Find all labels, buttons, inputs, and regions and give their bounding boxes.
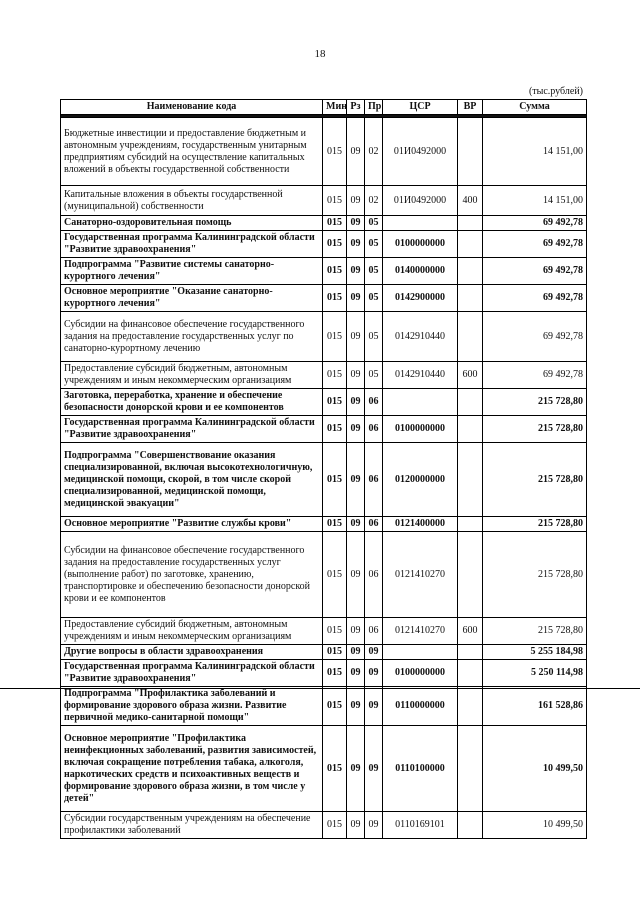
- row-sum: 10 499,50: [483, 726, 587, 812]
- header-pr: Пр: [365, 100, 383, 115]
- row-name: Государственная программа Калининградской области "Развитие здравоохранения": [61, 660, 323, 687]
- row-pr: 06: [365, 416, 383, 443]
- row-rz: 09: [347, 258, 365, 285]
- table-row: [61, 660, 587, 687]
- row-name: Основное мероприятие "Профилактика неинфекционных заболеваний, развития зависимостей, включая сокращение потребления табака, алкоголя, наркотических средств и психоактивных веществ и формирование здорового образа жизни, в том числе у детей": [61, 726, 323, 812]
- row-rz: 09: [347, 312, 365, 362]
- row-min: 015: [323, 443, 347, 517]
- header-min: Мин: [323, 100, 347, 115]
- row-csr: 0121410270: [383, 618, 458, 645]
- row-pr: 02: [365, 186, 383, 216]
- row-sum: 69 492,78: [483, 312, 587, 362]
- row-sum: 215 728,80: [483, 389, 587, 416]
- row-csr: 0121410270: [383, 532, 458, 618]
- row-name: Капитальные вложения в объекты государственной (муниципальной) собственности: [61, 186, 323, 216]
- row-pr: 06: [365, 443, 383, 517]
- table-row: [61, 186, 587, 216]
- table-row: [61, 517, 587, 532]
- row-rz: 09: [347, 216, 365, 231]
- row-min: 015: [323, 118, 347, 186]
- row-csr: 0110100000: [383, 726, 458, 812]
- table-row: [61, 645, 587, 660]
- row-pr: 06: [365, 389, 383, 416]
- row-sum: 69 492,78: [483, 362, 587, 389]
- row-csr: 0100000000: [383, 416, 458, 443]
- header-vr: ВР: [458, 100, 483, 115]
- row-pr: 09: [365, 726, 383, 812]
- row-min: 015: [323, 285, 347, 312]
- row-sum: 69 492,78: [483, 285, 587, 312]
- row-min: 015: [323, 726, 347, 812]
- row-csr: 0100000000: [383, 660, 458, 687]
- row-pr: 06: [365, 618, 383, 645]
- row-name: Подпрограмма "Профилактика заболеваний и формирование здорового образа жизни. Развитие первичной медико-санитарной помощи": [61, 687, 323, 726]
- row-vr: [458, 216, 483, 231]
- row-vr: [458, 312, 483, 362]
- row-name: Субсидии на финансовое обеспечение государственного задания на предоставление государственных услуг (выполнение работ) по заготовке, хранению, транспортировке и обеспечению безопасности донорской крови и ее компонентов: [61, 532, 323, 618]
- row-csr: 0142910440: [383, 312, 458, 362]
- row-sum: 215 728,80: [483, 517, 587, 532]
- row-pr: 02: [365, 118, 383, 186]
- row-rz: 09: [347, 645, 365, 660]
- row-min: 015: [323, 362, 347, 389]
- row-vr: [458, 517, 483, 532]
- table-row: [61, 812, 587, 839]
- row-pr: 06: [365, 532, 383, 618]
- header-rz: Рз: [347, 100, 365, 115]
- row-vr: [458, 118, 483, 186]
- row-vr: [458, 532, 483, 618]
- row-sum: 161 528,86: [483, 687, 587, 726]
- row-name: Основное мероприятие "Оказание санаторно-курортного лечения": [61, 285, 323, 312]
- table-row: [61, 258, 587, 285]
- row-vr: [458, 389, 483, 416]
- row-vr: [458, 660, 483, 687]
- row-pr: 09: [365, 645, 383, 660]
- row-rz: 09: [347, 186, 365, 216]
- row-vr: [458, 687, 483, 726]
- row-name: Подпрограмма "Развитие системы санаторно-курортного лечения": [61, 258, 323, 285]
- header-csr: ЦСР: [383, 100, 458, 115]
- table-row: [61, 216, 587, 231]
- row-rz: 09: [347, 618, 365, 645]
- row-rz: 09: [347, 687, 365, 726]
- row-rz: 09: [347, 532, 365, 618]
- row-min: 015: [323, 416, 347, 443]
- row-csr: [383, 645, 458, 660]
- table-row: [61, 618, 587, 645]
- row-pr: 05: [365, 312, 383, 362]
- table-header-row: [61, 100, 587, 115]
- row-rz: 09: [347, 812, 365, 839]
- table-row: [61, 389, 587, 416]
- row-vr: [458, 258, 483, 285]
- row-rz: 09: [347, 517, 365, 532]
- row-min: 015: [323, 645, 347, 660]
- table-body: [61, 118, 587, 839]
- table-row: [61, 231, 587, 258]
- row-min: 015: [323, 532, 347, 618]
- row-rz: 09: [347, 726, 365, 812]
- row-vr: 600: [458, 618, 483, 645]
- table-row: [61, 726, 587, 812]
- row-sum: 215 728,80: [483, 416, 587, 443]
- row-name: Подпрограмма "Совершенствование оказания специализированной, включая высокотехнологичную, медицинской помощи, скорой, в том числе скорой специализированной, медицинской помощи, медицинской эвакуации": [61, 443, 323, 517]
- row-sum: 10 499,50: [483, 812, 587, 839]
- table-row: [61, 443, 587, 517]
- row-csr: 0100000000: [383, 231, 458, 258]
- row-rz: 09: [347, 231, 365, 258]
- row-csr: 0110169101: [383, 812, 458, 839]
- row-csr: 0140000000: [383, 258, 458, 285]
- row-sum: 5 250 114,98: [483, 660, 587, 687]
- row-name: Государственная программа Калининградской области "Развитие здравоохранения": [61, 416, 323, 443]
- row-vr: [458, 645, 483, 660]
- row-name: Субсидии государственным учреждениям на обеспечение профилактики заболеваний: [61, 812, 323, 839]
- page-number: 18: [314, 48, 326, 60]
- row-sum: 69 492,78: [483, 258, 587, 285]
- table-row: [61, 312, 587, 362]
- row-min: 015: [323, 186, 347, 216]
- row-csr: 0110000000: [383, 687, 458, 726]
- row-csr: 01И0492000: [383, 186, 458, 216]
- row-sum: 5 255 184,98: [483, 645, 587, 660]
- row-rz: 09: [347, 389, 365, 416]
- units-note: (тыс.рублей): [528, 86, 583, 97]
- row-name: Предоставление субсидий бюджетным, автономным учреждениям и иным некоммерческим организациям: [61, 618, 323, 645]
- row-min: 015: [323, 216, 347, 231]
- table-row: [61, 285, 587, 312]
- row-min: 015: [323, 312, 347, 362]
- row-min: 015: [323, 812, 347, 839]
- table-row: [61, 532, 587, 618]
- row-pr: 09: [365, 812, 383, 839]
- table-row: [61, 416, 587, 443]
- row-name: Предоставление субсидий бюджетным, автономным учреждениям и иным некоммерческим организациям: [61, 362, 323, 389]
- row-vr: [458, 443, 483, 517]
- row-sum: 69 492,78: [483, 231, 587, 258]
- row-vr: [458, 231, 483, 258]
- row-csr: 0142910440: [383, 362, 458, 389]
- row-min: 015: [323, 618, 347, 645]
- header-name: Наименование кода: [61, 100, 323, 115]
- row-min: 015: [323, 687, 347, 726]
- row-name: Другие вопросы в области здравоохранения: [61, 645, 323, 660]
- row-sum: 14 151,00: [483, 186, 587, 216]
- row-vr: [458, 812, 483, 839]
- row-rz: 09: [347, 118, 365, 186]
- row-name: Заготовка, переработка, хранение и обеспечение безопасности донорской крови и ее компонентов: [61, 389, 323, 416]
- row-vr: [458, 416, 483, 443]
- row-rz: 09: [347, 660, 365, 687]
- row-sum: 14 151,00: [483, 118, 587, 186]
- table-row: [61, 687, 587, 726]
- row-vr: [458, 726, 483, 812]
- row-sum: 215 728,80: [483, 618, 587, 645]
- row-pr: 05: [365, 362, 383, 389]
- row-vr: 400: [458, 186, 483, 216]
- table-row: [61, 362, 587, 389]
- row-rz: 09: [347, 443, 365, 517]
- row-csr: 0142900000: [383, 285, 458, 312]
- row-rz: 09: [347, 285, 365, 312]
- row-pr: 05: [365, 216, 383, 231]
- row-pr: 05: [365, 285, 383, 312]
- row-pr: 06: [365, 517, 383, 532]
- row-pr: 09: [365, 687, 383, 726]
- row-name: Основное мероприятие "Развитие службы крови": [61, 517, 323, 532]
- table-row: [61, 118, 587, 186]
- row-csr: [383, 389, 458, 416]
- header-sum: Сумма: [483, 100, 587, 115]
- row-rz: 09: [347, 362, 365, 389]
- row-pr: 09: [365, 660, 383, 687]
- row-name: Субсидии на финансовое обеспечение государственного задания на предоставление государственных услуг по санаторно-курортному лечению: [61, 312, 323, 362]
- row-sum: 215 728,80: [483, 532, 587, 618]
- row-min: 015: [323, 389, 347, 416]
- row-rz: 09: [347, 416, 365, 443]
- row-sum: 69 492,78: [483, 216, 587, 231]
- row-csr: [383, 216, 458, 231]
- budget-table: [60, 99, 587, 839]
- row-csr: 0121400000: [383, 517, 458, 532]
- row-min: 015: [323, 258, 347, 285]
- row-min: 015: [323, 517, 347, 532]
- row-csr: 01И0492000: [383, 118, 458, 186]
- row-sum: 215 728,80: [483, 443, 587, 517]
- row-name: Бюджетные инвестиции и предоставление бюджетным и автономным учреждениям, государственным унитарным предприятиям субсидий на осуществление капитальных вложений в объекты государственной собственности: [61, 118, 323, 186]
- row-csr: 0120000000: [383, 443, 458, 517]
- row-min: 015: [323, 231, 347, 258]
- row-vr: [458, 285, 483, 312]
- row-min: 015: [323, 660, 347, 687]
- row-name: Санаторно-оздоровительная помощь: [61, 216, 323, 231]
- row-pr: 05: [365, 258, 383, 285]
- row-name: Государственная программа Калининградской области "Развитие здравоохранения": [61, 231, 323, 258]
- row-pr: 05: [365, 231, 383, 258]
- row-vr: 600: [458, 362, 483, 389]
